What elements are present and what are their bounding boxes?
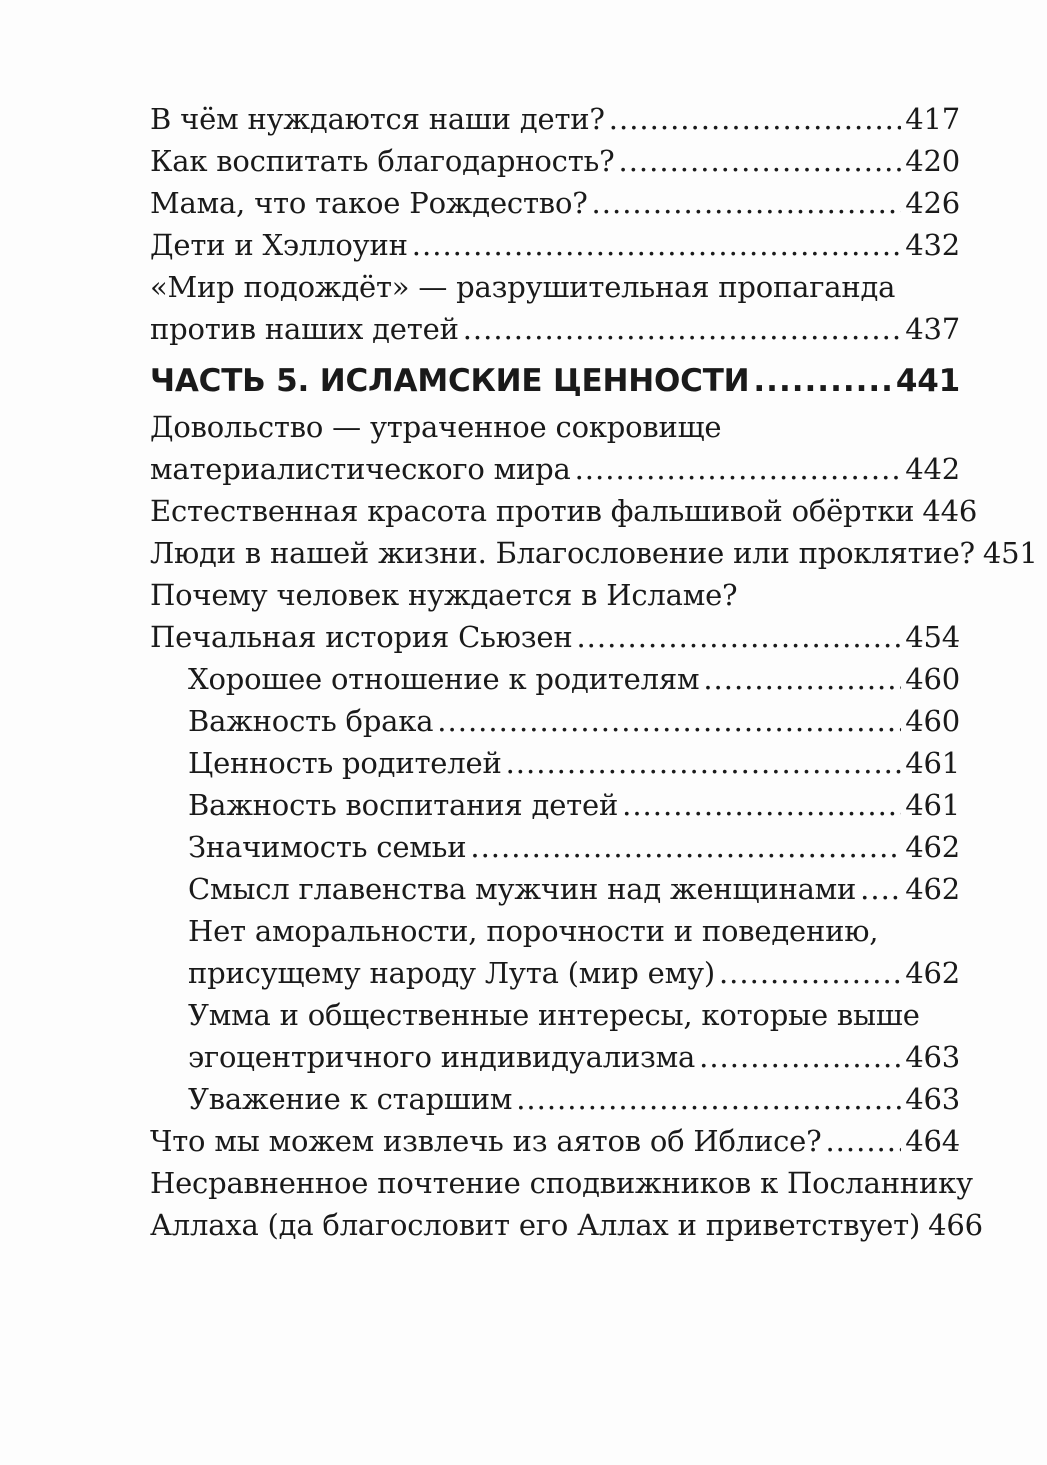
toc-entry-title-line1: Нет аморальности, порочности и поведению, [188, 914, 879, 948]
toc-entry-title-line1: Довольство — утраченное сокровище [150, 410, 722, 444]
dot-leader [575, 448, 902, 490]
toc-entry-title: Печальная история Сьюзен [150, 620, 573, 654]
toc-entry[interactable] [150, 406, 960, 490]
toc-entry-page: 462 [905, 830, 960, 864]
toc-entry-title: В чём нуждаются наши дети? [150, 102, 605, 136]
toc-entry-page: 446 [922, 494, 978, 528]
toc-entry-title-line1: Умма и общественные интересы, которые выше [188, 998, 920, 1032]
toc-entry-page: 460 [905, 662, 960, 696]
toc-entry-title: Дети и Хэллоуин [150, 228, 408, 262]
toc-entry-title-line1: Несравненное почтение сподвижников к Посланнику [150, 1166, 973, 1200]
toc-entry-title: Важность брака [188, 704, 434, 738]
toc-subentry[interactable] [150, 658, 960, 700]
toc-entry[interactable] [150, 574, 960, 658]
dot-leader [719, 952, 901, 994]
toc-subentry[interactable] [150, 742, 960, 784]
toc-entry[interactable] [150, 266, 960, 350]
toc-subentry[interactable] [150, 700, 960, 742]
toc-entry-page: 466 [928, 1208, 983, 1242]
dot-leader [470, 826, 901, 868]
toc-subentry[interactable] [150, 1078, 960, 1120]
toc-entry[interactable] [150, 1162, 983, 1246]
toc-entry-title: против наших детей [150, 312, 459, 346]
dot-leader [860, 868, 901, 910]
dot-leader [576, 616, 901, 658]
toc-entry-title-line1: «Мир подождёт» — разрушительная пропаганда [150, 270, 896, 304]
toc-entry-page: 463 [905, 1082, 960, 1116]
toc-subentry[interactable] [150, 784, 960, 826]
toc-entry-page: 463 [905, 1040, 960, 1074]
toc-entry-page: 417 [905, 102, 960, 136]
toc-entry-title: эгоцентричного индивидуализма [188, 1040, 696, 1074]
toc-entry-title: Важность воспитания детей [188, 788, 619, 822]
toc-entry-page: 462 [905, 872, 960, 906]
toc-entry-title: Как воспитать благодарность? [150, 144, 615, 178]
dot-leader [699, 1036, 901, 1078]
toc-entry[interactable] [150, 224, 960, 266]
toc-entry-page: 461 [905, 746, 960, 780]
toc-entry-page: 426 [905, 186, 960, 220]
dot-leader [622, 784, 901, 826]
toc-subentry[interactable] [150, 910, 960, 994]
toc-subentry[interactable] [150, 994, 960, 1078]
dot-leader [412, 224, 901, 266]
toc-entry-title: Аллаха (да благословит его Аллах и приветствует) [150, 1208, 921, 1242]
toc-entry-page: 441 [895, 363, 960, 399]
toc-entry-title: материалистического мира [150, 452, 571, 486]
toc-entry-page: 432 [905, 228, 960, 262]
toc-entry-title: Люди в нашей жизни. Благословение или проклятие? [150, 536, 975, 570]
toc-entry-page: 442 [905, 452, 960, 486]
toc-subentry[interactable] [150, 868, 960, 910]
toc-entry-page: 461 [905, 788, 960, 822]
toc-entry[interactable] [150, 490, 978, 532]
dot-leader [825, 1120, 901, 1162]
dot-leader [609, 98, 901, 140]
toc-subentry[interactable] [150, 826, 960, 868]
dot-leader [753, 360, 891, 402]
toc-entry[interactable] [150, 532, 1038, 574]
table-of-contents [150, 98, 1038, 1246]
dot-leader [619, 140, 902, 182]
toc-entry-page: 460 [905, 704, 960, 738]
dot-leader [703, 658, 901, 700]
toc-entry-title-line1: Почему человек нуждается в Исламе? [150, 578, 738, 612]
toc-entry-title: Смысл главенства мужчин над женщинами [188, 872, 857, 906]
toc-entry-title: Ценность родителей [188, 746, 502, 780]
toc-entry-title: Мама, что такое Рождество? [150, 186, 588, 220]
toc-part-heading[interactable] [150, 360, 960, 402]
dot-leader [516, 1078, 901, 1120]
dot-leader [506, 742, 902, 784]
toc-entry-page: 451 [982, 536, 1038, 570]
toc-entry[interactable] [150, 182, 960, 224]
toc-entry[interactable] [150, 1120, 960, 1162]
toc-entry-title: Значимость семьи [188, 830, 467, 864]
toc-entry-title: Естественная красота против фальшивой обёртки [150, 494, 915, 528]
part-title: ЧАСТЬ 5. ИСЛАМСКИЕ ЦЕННОСТИ [150, 363, 750, 399]
toc-entry-title: Хорошее отношение к родителям [188, 662, 700, 696]
dot-leader [437, 700, 901, 742]
toc-entry-page: 464 [905, 1124, 960, 1158]
toc-entry-title: Уважение к старшим [188, 1082, 513, 1116]
toc-entry-page: 462 [905, 956, 960, 990]
toc-entry-page: 420 [905, 144, 960, 178]
toc-entry-page: 437 [905, 312, 960, 346]
toc-entry-title: Что мы можем извлечь из аятов об Иблисе? [150, 1124, 822, 1158]
dot-leader [463, 308, 902, 350]
dot-leader [592, 182, 902, 224]
toc-entry-page: 454 [905, 620, 960, 654]
toc-entry[interactable] [150, 98, 960, 140]
toc-entry[interactable] [150, 140, 960, 182]
toc-entry-title: присущему народу Лута (мир ему) [188, 956, 715, 990]
